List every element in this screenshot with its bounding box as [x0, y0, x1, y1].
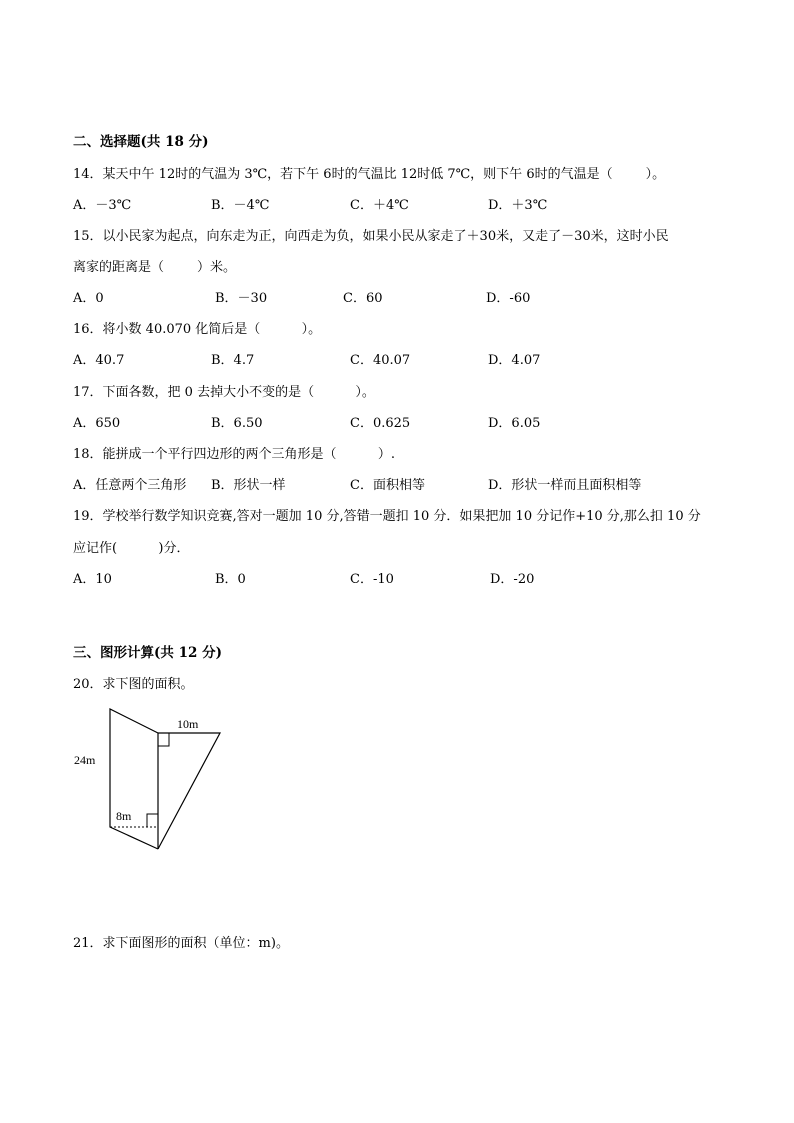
- trapezoid-triangle-figure: [70, 700, 240, 860]
- figure-right-triangle: [158, 733, 220, 849]
- q16-option-b[interactable]: B．4.7: [211, 353, 255, 368]
- label-10m: 10m: [177, 717, 199, 731]
- q19-option-a[interactable]: A．10: [73, 572, 112, 587]
- q15-option-b[interactable]: B．－30: [215, 291, 268, 306]
- q17-option-c[interactable]: C．0.625: [350, 416, 411, 431]
- q16-option-a[interactable]: A．40.7: [73, 353, 125, 368]
- q17-option-b[interactable]: B．6.50: [211, 416, 263, 431]
- question-20-stem: 20．求下图的面积。: [73, 677, 194, 692]
- section-2-title: 二、选择题(共 18 分): [73, 134, 209, 150]
- question-21-stem: 21．求下面图形的面积（单位：m)。: [73, 936, 289, 951]
- q18-option-b[interactable]: B．形状一样: [211, 478, 286, 493]
- right-angle-mark-top: [158, 733, 169, 746]
- question-15-stem-line1: 15．以小民家为起点，向东走为正，向西走为负，如果小民从家走了＋30米，又走了－30米，这时小民: [73, 229, 669, 244]
- question-17-stem: 17．下面各数，把 0 去掉大小不变的是（ ）。: [73, 385, 375, 400]
- q17-option-a[interactable]: A．650: [73, 416, 121, 431]
- q14-option-b[interactable]: B．－4℃: [211, 198, 270, 213]
- figure-left-edges: [110, 709, 158, 849]
- q16-option-d[interactable]: D．4.07: [488, 353, 541, 368]
- question-15-stem-line2: 离家的距离是（ ）米。: [73, 260, 237, 275]
- question-14-stem: 14．某天中午 12时的气温为 3℃，若下午 6时的气温比 12时低 7℃，则下午 6时的气温是（ ）。: [73, 167, 666, 182]
- question-16-stem: 16．将小数 40.070 化简后是（ ）。: [73, 322, 322, 337]
- label-24m: 24m: [74, 753, 96, 767]
- q17-option-d[interactable]: D．6.05: [488, 416, 541, 431]
- right-angle-mark-bottom: [147, 814, 158, 827]
- q14-option-d[interactable]: D．＋3℃: [488, 198, 548, 213]
- q15-option-d[interactable]: D．-60: [486, 291, 531, 306]
- section-3-title: 三、图形计算(共 12 分): [73, 645, 222, 661]
- question-19-stem-line1: 19．学校举行数学知识竞赛,答对一题加 10 分,答错一题扣 10 分．如果把加 10 分记作+10 分,那么扣 10 分: [73, 509, 701, 524]
- q19-option-c[interactable]: C．-10: [350, 572, 394, 587]
- question-18-stem: 18．能拼成一个平行四边形的两个三角形是（ ）.: [73, 447, 395, 462]
- q15-option-c[interactable]: C．60: [343, 291, 383, 306]
- q16-option-c[interactable]: C．40.07: [350, 353, 411, 368]
- q18-option-c[interactable]: C．面积相等: [350, 478, 425, 493]
- q14-option-a[interactable]: A．－3℃: [73, 198, 132, 213]
- label-8m: 8m: [116, 809, 132, 823]
- q19-option-b[interactable]: B．0: [215, 572, 246, 587]
- q15-option-a[interactable]: A．0: [73, 291, 104, 306]
- q19-option-d[interactable]: D．-20: [490, 572, 535, 587]
- q18-option-d[interactable]: D．形状一样而且面积相等: [488, 478, 642, 493]
- q14-option-c[interactable]: C．＋4℃: [350, 198, 409, 213]
- question-19-stem-line2: 应记作( )分．: [73, 541, 190, 556]
- q18-option-a[interactable]: A．任意两个三角形: [73, 478, 187, 493]
